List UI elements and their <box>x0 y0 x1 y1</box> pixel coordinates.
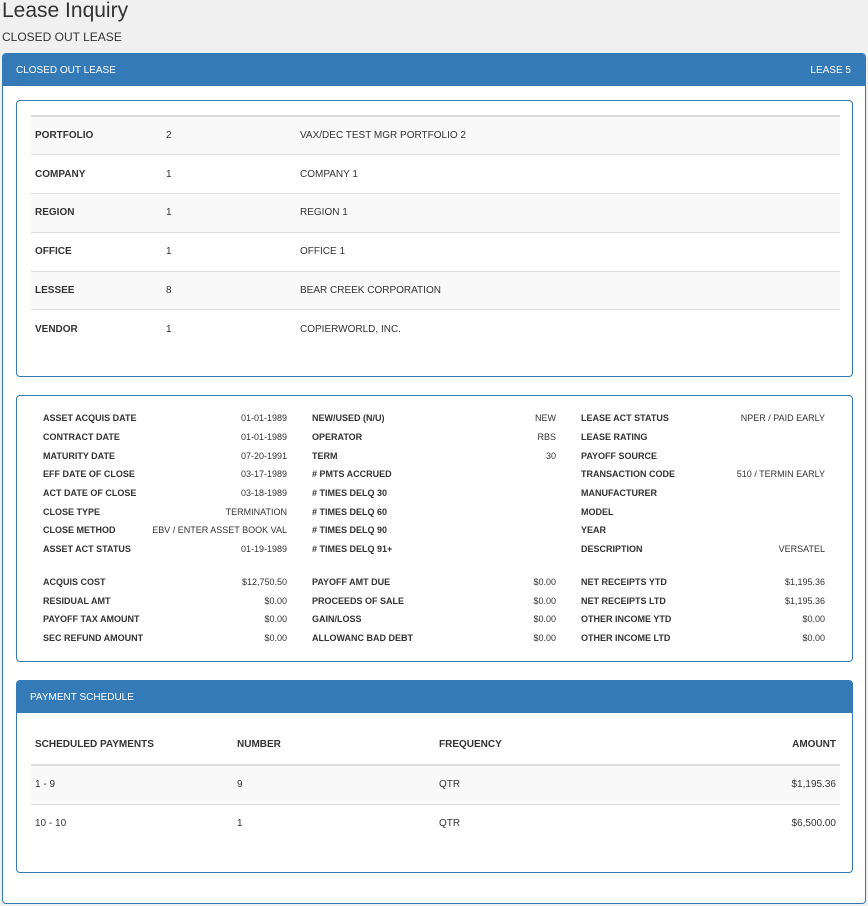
detail-row <box>312 465 556 484</box>
detail-value: $0.00 <box>264 595 287 606</box>
detail-value: $0.00 <box>802 614 825 625</box>
detail-label: ASSET ACQUIS DATE <box>43 413 137 424</box>
detail-label: YEAR <box>581 525 607 536</box>
payment-number: 9 <box>233 765 435 804</box>
detail-value: $1,195.36 <box>784 595 825 606</box>
detail-label: MATURITY DATE <box>43 450 115 461</box>
payment-frequency: QTR <box>435 804 637 843</box>
detail-row <box>43 428 287 447</box>
detail-value: $0.00 <box>802 632 825 643</box>
detail-row <box>581 591 825 610</box>
detail-label: # PMTS ACCRUED <box>312 469 392 480</box>
detail-label: MANUFACTURER <box>581 488 657 499</box>
detail-row <box>43 465 287 484</box>
detail-value: EBV / ENTER ASSET BOOK VAL <box>152 525 287 536</box>
org-code: 1 <box>166 246 172 258</box>
detail-row <box>312 484 556 503</box>
detail-row <box>312 428 556 447</box>
column-header-scheduled-payments: SCHEDULED PAYMENTS <box>31 725 233 765</box>
detail-row <box>581 629 825 648</box>
lease-details-box <box>16 395 853 662</box>
detail-label: EFF DATE OF CLOSE <box>43 469 135 480</box>
org-name: COMPANY 1 <box>300 168 358 180</box>
org-label: LESSEE <box>35 285 75 297</box>
payment-frequency: QTR <box>435 765 637 804</box>
detail-value: $0.00 <box>533 576 556 587</box>
page-subtitle: CLOSED OUT LEASE <box>2 30 122 44</box>
lease-number: LEASE 5 <box>810 64 851 76</box>
detail-value: $1,195.36 <box>784 576 825 587</box>
detail-label: # TIMES DELQ 60 <box>312 506 388 517</box>
org-code: 2 <box>166 130 172 142</box>
detail-value: $0.00 <box>264 632 287 643</box>
detail-value: $0.00 <box>533 595 556 606</box>
detail-row <box>43 540 287 559</box>
lease-panel <box>2 53 866 904</box>
detail-row <box>312 610 556 629</box>
detail-row <box>581 409 825 428</box>
detail-label: # TIMES DELQ 90 <box>312 525 388 536</box>
detail-value: 03-18-1989 <box>240 488 287 499</box>
detail-row <box>312 446 556 465</box>
detail-value: 03-17-1989 <box>240 469 287 480</box>
detail-row <box>43 521 287 540</box>
detail-row <box>581 502 825 521</box>
detail-row <box>312 521 556 540</box>
org-label: VENDOR <box>35 324 78 336</box>
detail-row <box>581 610 825 629</box>
payment-schedule-table <box>31 725 840 843</box>
detail-label: MODEL <box>581 506 614 517</box>
detail-value: 01-01-1989 <box>240 432 287 443</box>
detail-value: RBS <box>537 432 556 443</box>
org-code: 1 <box>166 207 172 219</box>
detail-label: LEASE ACT STATUS <box>581 413 669 424</box>
detail-row <box>581 446 825 465</box>
org-row-lessee <box>31 271 840 310</box>
org-name: VAX/DEC TEST MGR PORTFOLIO 2 <box>300 130 466 142</box>
detail-value: TERMINATION <box>225 506 287 517</box>
detail-label: TRANSACTION CODE <box>581 469 675 480</box>
org-row-office <box>31 232 840 271</box>
detail-row <box>43 409 287 428</box>
detail-row <box>312 540 556 559</box>
detail-row <box>312 591 556 610</box>
table-row <box>31 765 840 804</box>
detail-label: ASSET ACT STATUS <box>43 544 131 555</box>
detail-label: CONTRACT DATE <box>43 432 120 443</box>
detail-value: $12,750.50 <box>241 576 287 587</box>
detail-label: PAYOFF TAX AMOUNT <box>43 614 140 625</box>
org-name: REGION 1 <box>300 207 348 219</box>
detail-label: PAYOFF AMT DUE <box>312 576 391 587</box>
detail-label: OTHER INCOME YTD <box>581 614 672 625</box>
payment-range: 10 - 10 <box>31 804 233 843</box>
payment-number: 1 <box>233 804 435 843</box>
detail-label: TERM <box>312 450 338 461</box>
detail-value: 510 / TERMIN EARLY <box>736 469 825 480</box>
detail-label: GAIN/LOSS <box>312 614 362 625</box>
detail-label: CLOSE METHOD <box>43 525 116 536</box>
detail-value: 01-01-1989 <box>240 413 287 424</box>
lease-panel-heading <box>3 54 865 86</box>
org-label: OFFICE <box>35 246 72 258</box>
org-name: OFFICE 1 <box>300 246 346 258</box>
detail-label: RESIDUAL AMT <box>43 595 111 606</box>
detail-label: LEASE RATING <box>581 432 648 443</box>
organization-table <box>31 115 840 349</box>
column-header-number: NUMBER <box>233 725 435 765</box>
detail-row <box>43 484 287 503</box>
page-title: Lease Inquiry <box>2 0 129 22</box>
org-row-portfolio <box>31 116 840 155</box>
org-label: REGION <box>35 207 75 219</box>
detail-row <box>43 502 287 521</box>
detail-row <box>43 446 287 465</box>
column-header-frequency: FREQUENCY <box>435 725 637 765</box>
detail-label: ACT DATE OF CLOSE <box>43 488 137 499</box>
detail-value: VERSATEL <box>778 544 825 555</box>
column-header-amount: AMOUNT <box>637 725 840 765</box>
detail-label: ALLOWANC BAD DEBT <box>312 632 413 643</box>
org-code: 1 <box>166 324 172 336</box>
detail-row <box>581 540 825 559</box>
detail-row <box>581 521 825 540</box>
detail-label: NEW/USED (N/U) <box>312 413 385 424</box>
payment-schedule-box <box>16 680 853 873</box>
detail-value: NPER / PAID EARLY <box>740 413 825 424</box>
detail-label: # TIMES DELQ 30 <box>312 488 388 499</box>
detail-value: 07-20-1991 <box>240 450 287 461</box>
detail-row <box>312 502 556 521</box>
detail-label: OTHER INCOME LTD <box>581 632 671 643</box>
org-label: PORTFOLIO <box>35 130 94 142</box>
lease-status-heading: CLOSED OUT LEASE <box>16 64 116 76</box>
detail-row <box>43 629 287 648</box>
detail-row <box>581 484 825 503</box>
detail-value: $0.00 <box>533 614 556 625</box>
org-name: COPIERWORLD, INC. <box>300 324 401 336</box>
detail-row <box>43 610 287 629</box>
detail-row <box>43 573 287 592</box>
detail-label: PAYOFF SOURCE <box>581 450 658 461</box>
detail-row <box>581 465 825 484</box>
details-column-status <box>581 409 825 647</box>
table-row <box>31 804 840 843</box>
org-label: COMPANY <box>35 168 86 180</box>
detail-row <box>312 409 556 428</box>
detail-value: NEW <box>535 413 556 424</box>
org-row-company <box>31 155 840 194</box>
payment-amount: $1,195.36 <box>637 765 840 804</box>
detail-label: # TIMES DELQ 91+ <box>312 544 393 555</box>
org-row-vendor <box>31 310 840 349</box>
detail-label: OPERATOR <box>312 432 363 443</box>
detail-label: NET RECEIPTS LTD <box>581 595 666 606</box>
detail-label: PROCEEDS OF SALE <box>312 595 405 606</box>
detail-value: $0.00 <box>533 632 556 643</box>
details-column-terms <box>312 409 556 647</box>
detail-label: DESCRIPTION <box>581 544 643 555</box>
details-column-dates <box>43 409 287 647</box>
payment-range: 1 - 9 <box>31 765 233 804</box>
detail-row <box>581 573 825 592</box>
org-name: BEAR CREEK CORPORATION <box>300 285 441 297</box>
detail-value: 30 <box>545 450 556 461</box>
detail-label: CLOSE TYPE <box>43 506 101 517</box>
detail-row <box>312 629 556 648</box>
org-code: 1 <box>166 168 172 180</box>
detail-value: 01-19-1989 <box>240 544 287 555</box>
org-row-region <box>31 194 840 233</box>
detail-row <box>312 573 556 592</box>
detail-label: NET RECEIPTS YTD <box>581 576 667 587</box>
detail-value: $0.00 <box>264 614 287 625</box>
detail-label: ACQUIS COST <box>43 576 106 587</box>
organization-box <box>16 100 853 377</box>
detail-row <box>581 428 825 447</box>
payment-amount: $6,500.00 <box>637 804 840 843</box>
table-header-row <box>31 725 840 765</box>
detail-row <box>43 591 287 610</box>
org-code: 8 <box>166 285 172 297</box>
payment-schedule-heading: PAYMENT SCHEDULE <box>17 681 852 713</box>
detail-label: SEC REFUND AMOUNT <box>43 632 144 643</box>
